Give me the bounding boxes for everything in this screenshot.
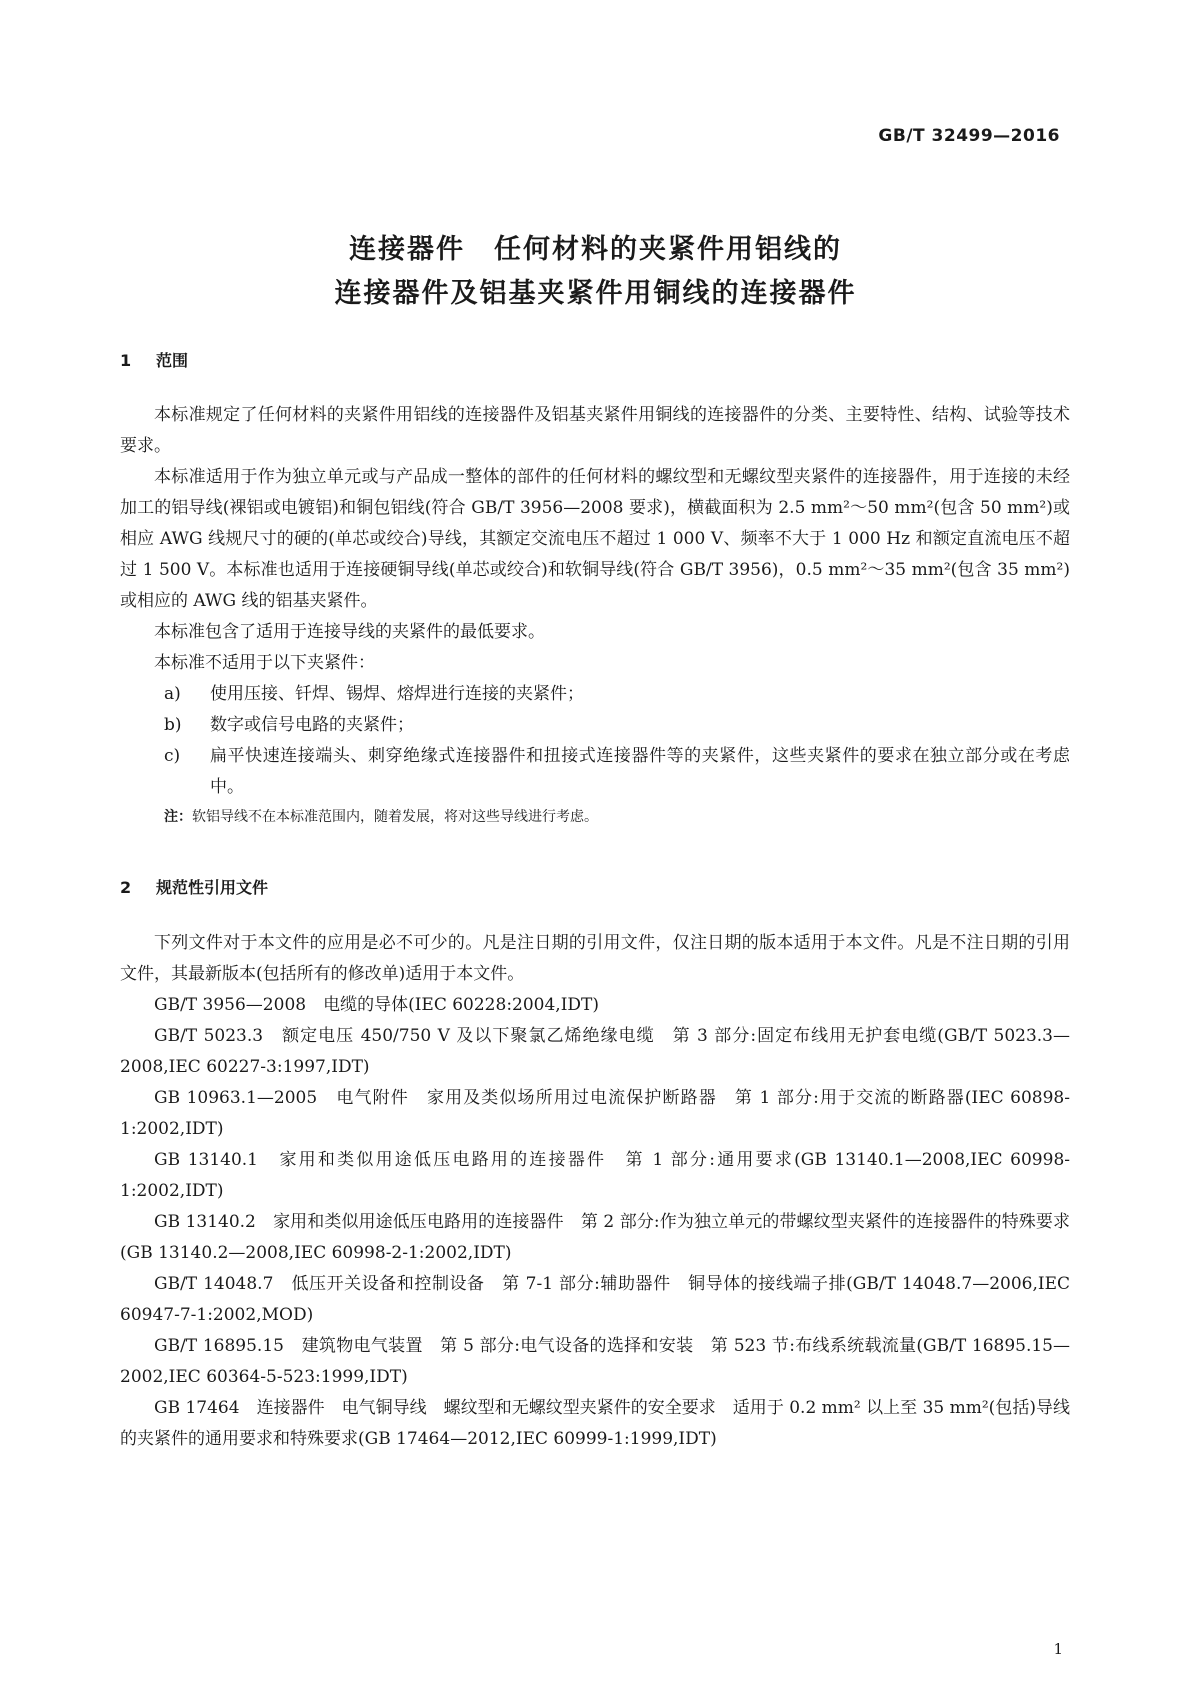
scope-paragraph-4: 本标准不适用于以下夹紧件： [154, 653, 375, 673]
section-1-title: 范围 [156, 351, 189, 370]
scope-paragraph-2: 本标准适用于作为独立单元或与产品成一整体的部件的任何材料的螺纹型和无螺纹型夹紧件的连接器件，用于连接的未经加工的铝导线(裸铝或电镀铝)和铜包铝线(符合 GB/T 3956—2008 要求)，横截面积为 2.5 mm²～50 mm²(包含 50 mm²)或相应 AWG 线规尺寸的硬的(单芯或绞合)导线，其额定交流电压不超过 1 000 V、频率不大于 1 000 Hz 和额定直流电压不超过 1 500 V。本标准也适用于连接硬铜导线(单芯或绞合)和软铜导线(符合 GB/T 3956)，0.5 mm²～35 mm²(包含 35 mm²)或相应的 AWG 线的铝基夹紧件。 [120, 467, 1070, 611]
reference-entry: GB 13140.2 家用和类似用途低压电路用的连接器件 第 2 部分:作为独立单元的带螺纹型夹紧件的连接器件的特殊要求(GB 13140.2—2008,IEC 60998-2-1:2002,IDT) [120, 1212, 1070, 1263]
reference-entry: GB/T 14048.7 低压开关设备和控制设备 第 7-1 部分:辅助器件 铜导体的接线端子排(GB/T 14048.7—2006,IEC 60947-7-1:2002,MOD) [120, 1274, 1070, 1325]
reference-entry: GB/T 16895.15 建筑物电气装置 第 5 部分:电气设备的选择和安装 第 523 节:布线系统载流量(GB/T 16895.15—2002,IEC 60364-5-523:1999,IDT) [120, 1336, 1070, 1387]
section-2-heading [120, 875, 268, 898]
reference-entry: GB 17464 连接器件 电气铜导线 螺纹型和无螺纹型夹紧件的安全要求 适用于 0.2 mm² 以上至 35 mm²(包括)导线的夹紧件的通用要求和特殊要求(GB 17464—2012,IEC 60999-1:1999,IDT) [120, 1398, 1070, 1449]
references-intro: 下列文件对于本文件的应用是必不可少的。凡是注日期的引用文件，仅注日期的版本适用于本文件。凡是不注日期的引用文件，其最新版本(包括所有的修改单)适用于本文件。 [120, 933, 1070, 984]
section-1-number: 1 [120, 351, 132, 370]
note-text: 软铝导线不在本标准范围内，随着发展，将对这些导线进行考虑。 [192, 809, 598, 825]
list-item-text: 扁平快速连接端头、刺穿绝缘式连接器件和扭接式连接器件等的夹紧件，这些夹紧件的要求在独立部分或在考虑中。 [210, 746, 1070, 797]
list-item [120, 710, 1070, 741]
scope-note [120, 803, 1070, 831]
list-item-label: c) [164, 746, 181, 766]
section-1-body [120, 400, 1070, 831]
page-number: 1 [1053, 1640, 1063, 1658]
document-title [0, 228, 1191, 316]
title-line-1: 连接器件 任何材料的夹紧件用铝线的 [349, 234, 842, 265]
section-2-body [120, 928, 1070, 1455]
scope-paragraph-1: 本标准规定了任何材料的夹紧件用铝线的连接器件及铝基夹紧件用铜线的连接器件的分类、主要特性、结构、试验等技术要求。 [120, 405, 1070, 456]
title-line-2: 连接器件及铝基夹紧件用铜线的连接器件 [334, 278, 857, 309]
list-item-text: 使用压接、钎焊、锡焊、熔焊进行连接的夹紧件； [210, 684, 584, 704]
scope-paragraph-3: 本标准包含了适用于连接导线的夹紧件的最低要求。 [154, 622, 545, 642]
list-item-text: 数字或信号电路的夹紧件； [210, 715, 414, 735]
note-label: 注： [164, 809, 192, 825]
reference-entry: GB 13140.1 家用和类似用途低压电路用的连接器件 第 1 部分:通用要求(GB 13140.1—2008,IEC 60998-1:2002,IDT) [120, 1150, 1070, 1201]
reference-entry: GB/T 5023.3 额定电压 450/750 V 及以下聚氯乙烯绝缘电缆 第 3 部分:固定布线用无护套电缆(GB/T 5023.3—2008,IEC 60227-3:1997,IDT) [120, 1026, 1070, 1077]
section-2-title: 规范性引用文件 [156, 878, 269, 897]
list-item-label: a) [164, 684, 181, 704]
list-item [120, 741, 1070, 803]
section-2-number: 2 [120, 878, 132, 897]
reference-entry: GB 10963.1—2005 电气附件 家用及类似场所用过电流保护断路器 第 1 部分:用于交流的断路器(IEC 60898-1:2002,IDT) [120, 1088, 1070, 1139]
section-1-heading [120, 348, 188, 371]
list-item [120, 679, 1070, 710]
reference-entry: GB/T 3956—2008 电缆的导体(IEC 60228:2004,IDT) [154, 995, 600, 1015]
list-item-label: b) [164, 715, 182, 735]
standard-number: GB/T 32499—2016 [878, 126, 1060, 146]
